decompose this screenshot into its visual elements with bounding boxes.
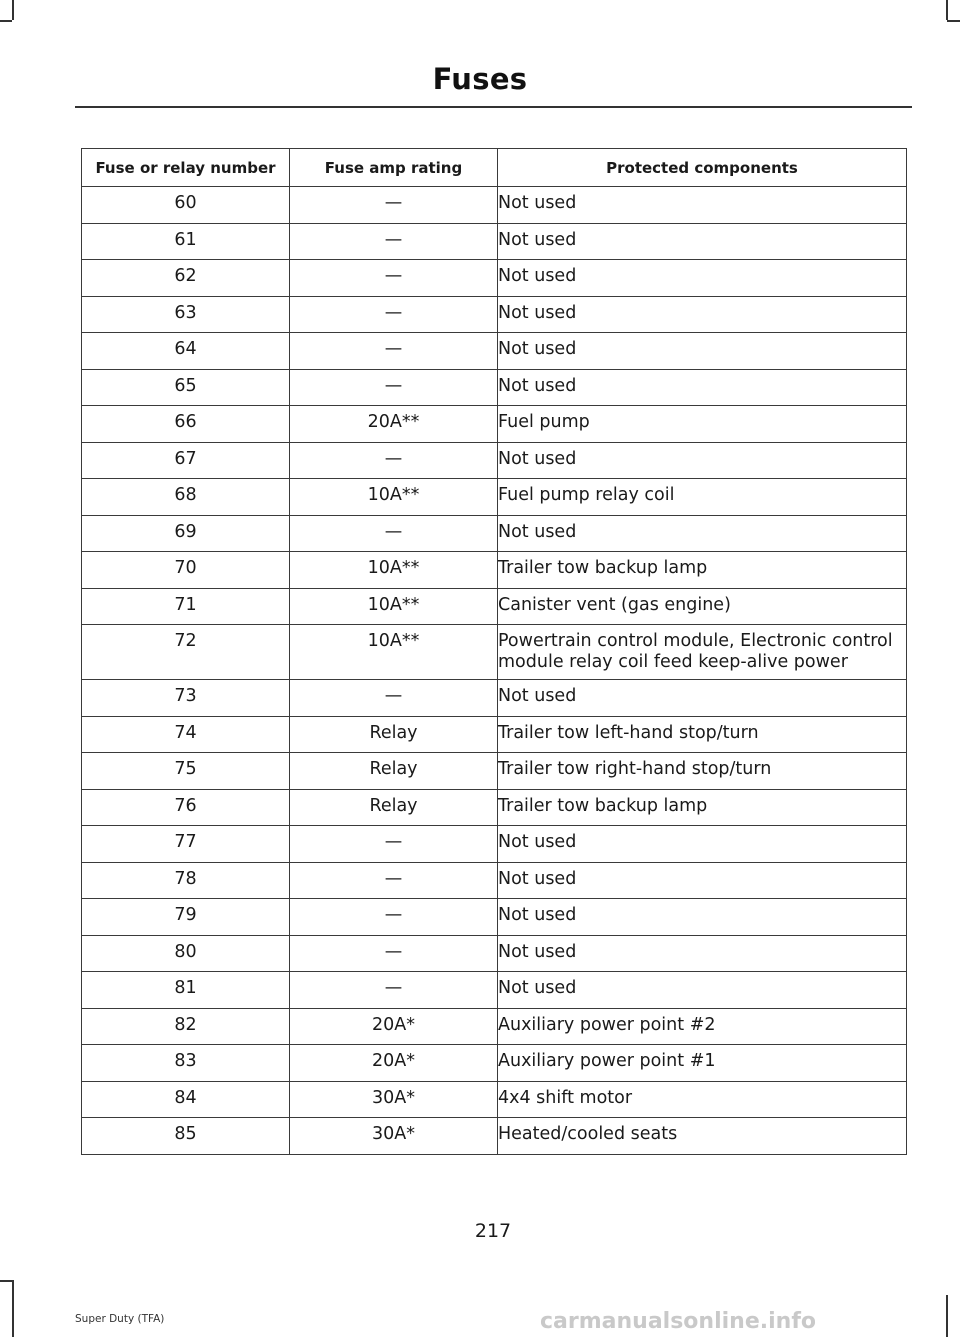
page-number: 217 (474, 1220, 512, 1242)
fuse-number-cell: 73 (82, 680, 290, 717)
table-row (82, 1081, 907, 1118)
fuse-number-cell: 75 (82, 753, 290, 790)
table-row (82, 1008, 907, 1045)
protected-component-cell: Auxiliary power point #2 (498, 1008, 907, 1045)
amp-rating-cell: — (290, 223, 498, 260)
protected-component-cell: Not used (498, 260, 907, 297)
fuse-number-cell: 71 (82, 588, 290, 625)
table-row (82, 588, 907, 625)
amp-rating-cell: — (290, 680, 498, 717)
fuse-number-cell: 60 (82, 187, 290, 224)
protected-component-cell: Not used (498, 515, 907, 552)
table-row (82, 223, 907, 260)
amp-rating-cell: — (290, 369, 498, 406)
amp-rating-cell: — (290, 826, 498, 863)
fuse-number-cell: 76 (82, 789, 290, 826)
fuse-number-cell: 77 (82, 826, 290, 863)
table-row (82, 552, 907, 589)
protected-component-cell: Trailer tow left-hand stop/turn (498, 716, 907, 753)
fuse-number-cell: 65 (82, 369, 290, 406)
amp-rating-cell: Relay (290, 716, 498, 753)
amp-rating-cell: 10A** (290, 479, 498, 516)
column-header-amp-rating: Fuse amp rating (290, 149, 498, 187)
protected-component-cell: Not used (498, 862, 907, 899)
fuse-number-cell: 62 (82, 260, 290, 297)
fuse-number-cell: 68 (82, 479, 290, 516)
table-row (82, 826, 907, 863)
column-header-fuse-number: Fuse or relay number (82, 149, 290, 187)
table-row (82, 716, 907, 753)
fuse-number-cell: 78 (82, 862, 290, 899)
protected-component-cell: Auxiliary power point #1 (498, 1045, 907, 1082)
protected-component-cell: Trailer tow backup lamp (498, 789, 907, 826)
amp-rating-cell: — (290, 899, 498, 936)
fuse-number-cell: 81 (82, 972, 290, 1009)
amp-rating-cell: 30A* (290, 1118, 498, 1155)
table-row (82, 260, 907, 297)
page-title: Fuses (432, 62, 528, 96)
protected-component-cell: Not used (498, 369, 907, 406)
table-row (82, 187, 907, 224)
crop-mark (12, 1280, 14, 1337)
protected-component-cell: Not used (498, 223, 907, 260)
protected-component-cell: Not used (498, 442, 907, 479)
protected-component-cell: Powertrain control module, Electronic control module relay coil feed keep-alive power (498, 625, 907, 680)
crop-mark (946, 0, 948, 20)
column-header-protected-components: Protected components (498, 149, 907, 187)
crop-mark (946, 1295, 948, 1337)
fuse-number-cell: 85 (82, 1118, 290, 1155)
amp-rating-cell: Relay (290, 789, 498, 826)
table-row (82, 296, 907, 333)
table-row (82, 442, 907, 479)
amp-rating-cell: — (290, 260, 498, 297)
fuse-number-cell: 63 (82, 296, 290, 333)
table-row (82, 753, 907, 790)
fuse-number-cell: 69 (82, 515, 290, 552)
protected-component-cell: Not used (498, 935, 907, 972)
fuse-number-cell: 74 (82, 716, 290, 753)
table-row (82, 479, 907, 516)
protected-component-cell: Not used (498, 680, 907, 717)
fuse-number-cell: 64 (82, 333, 290, 370)
crop-mark (0, 20, 12, 22)
protected-component-cell: Trailer tow backup lamp (498, 552, 907, 589)
amp-rating-cell: 10A** (290, 552, 498, 589)
title-divider (75, 106, 912, 108)
fuse-number-cell: 83 (82, 1045, 290, 1082)
protected-component-cell: Not used (498, 899, 907, 936)
table-header-row (82, 149, 907, 187)
crop-mark (12, 0, 14, 20)
table-row (82, 862, 907, 899)
amp-rating-cell: — (290, 515, 498, 552)
protected-component-cell: Heated/cooled seats (498, 1118, 907, 1155)
table-row (82, 1118, 907, 1155)
protected-component-cell: Fuel pump relay coil (498, 479, 907, 516)
protected-component-cell: Not used (498, 296, 907, 333)
fuse-number-cell: 66 (82, 406, 290, 443)
protected-component-cell: Not used (498, 333, 907, 370)
protected-component-cell: Canister vent (gas engine) (498, 588, 907, 625)
fuse-number-cell: 61 (82, 223, 290, 260)
fuse-number-cell: 84 (82, 1081, 290, 1118)
fuse-table (81, 148, 907, 1155)
amp-rating-cell: 20A* (290, 1045, 498, 1082)
fuse-number-cell: 80 (82, 935, 290, 972)
table-row (82, 1045, 907, 1082)
fuse-number-cell: 82 (82, 1008, 290, 1045)
table-row (82, 899, 907, 936)
fuse-table-body (82, 187, 907, 1155)
protected-component-cell: 4x4 shift motor (498, 1081, 907, 1118)
amp-rating-cell: — (290, 187, 498, 224)
protected-component-cell: Trailer tow right-hand stop/turn (498, 753, 907, 790)
amp-rating-cell: 10A** (290, 625, 498, 680)
table-row (82, 972, 907, 1009)
protected-component-cell: Not used (498, 826, 907, 863)
table-row (82, 406, 907, 443)
amp-rating-cell: 20A* (290, 1008, 498, 1045)
table-row (82, 333, 907, 370)
table-row (82, 515, 907, 552)
fuse-number-cell: 67 (82, 442, 290, 479)
protected-component-cell: Not used (498, 187, 907, 224)
table-row (82, 680, 907, 717)
table-row (82, 369, 907, 406)
amp-rating-cell: — (290, 296, 498, 333)
amp-rating-cell: 30A* (290, 1081, 498, 1118)
amp-rating-cell: — (290, 442, 498, 479)
table-row (82, 625, 907, 680)
protected-component-cell: Not used (498, 972, 907, 1009)
amp-rating-cell: — (290, 935, 498, 972)
book-title: Super Duty (TFA) (75, 1313, 165, 1325)
table-row (82, 789, 907, 826)
crop-mark (947, 20, 960, 22)
amp-rating-cell: — (290, 333, 498, 370)
amp-rating-cell: 20A** (290, 406, 498, 443)
amp-rating-cell: 10A** (290, 588, 498, 625)
crop-mark (0, 1280, 12, 1282)
protected-component-cell: Fuel pump (498, 406, 907, 443)
fuse-number-cell: 79 (82, 899, 290, 936)
amp-rating-cell: — (290, 972, 498, 1009)
fuse-number-cell: 72 (82, 625, 290, 680)
amp-rating-cell: Relay (290, 753, 498, 790)
table-row (82, 935, 907, 972)
amp-rating-cell: — (290, 862, 498, 899)
watermark: carmanualsonline.info (540, 1309, 816, 1334)
fuse-number-cell: 70 (82, 552, 290, 589)
